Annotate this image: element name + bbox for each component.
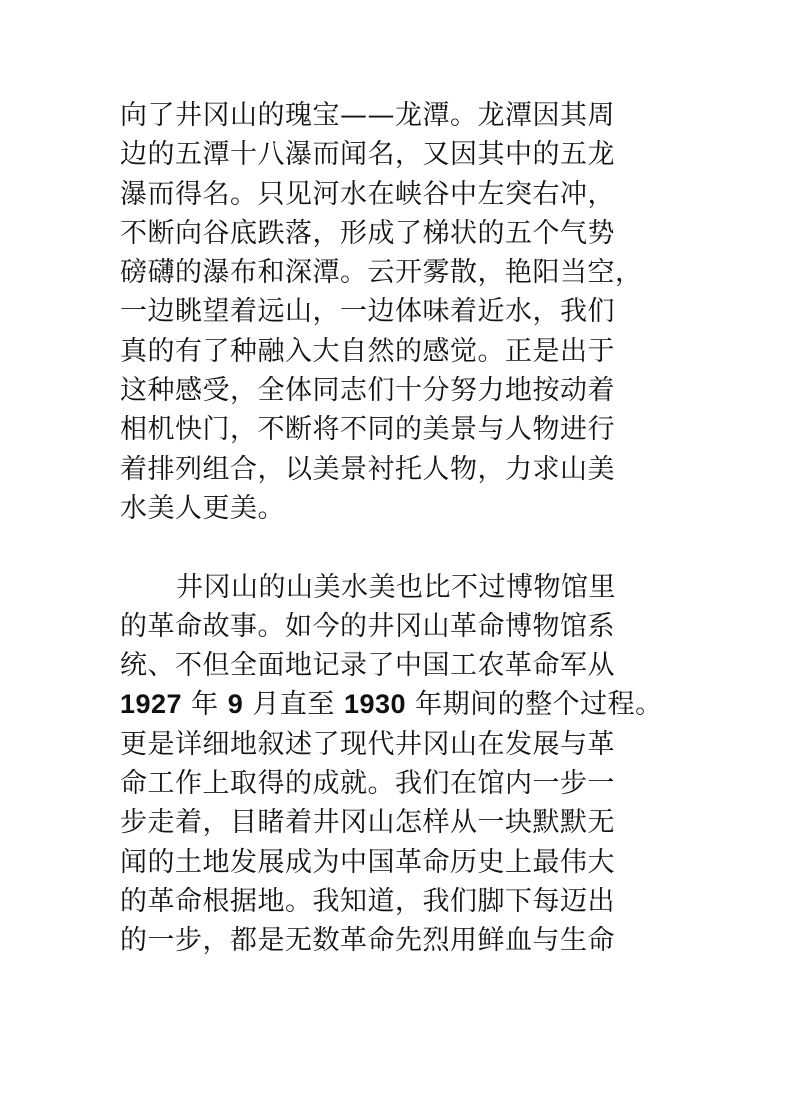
text-line: 更是详细地叙述了现代井冈山在发展与革 xyxy=(120,728,615,760)
text-line: 统、不但全面地记录了中国工农革命军从 xyxy=(120,650,615,682)
text-line: 向了井冈山的瑰宝——龙潭。龙潭因其周 xyxy=(120,100,615,131)
text-line: 磅礴的瀑布和深潭。云开雾散，艳阳当空， xyxy=(120,257,643,289)
text-line: 水美人更美。 xyxy=(120,492,285,524)
text-line: 这种感受，全体同志们十分努力地按动着 xyxy=(120,375,615,407)
text-line: 真的有了种融入大自然的感觉。正是出于 xyxy=(120,335,615,367)
date-segment: 年期间的整个过程。 xyxy=(406,689,663,721)
body-text xyxy=(120,96,680,961)
text-line: 瀑而得名。只见河水在峡谷中左突右冲， xyxy=(120,178,615,210)
year-start: 1927 xyxy=(120,689,183,720)
paragraph-spacer xyxy=(120,528,680,567)
date-segment: 月直至 xyxy=(243,689,344,721)
date-segment: 年 xyxy=(182,689,228,721)
text-line-dates xyxy=(120,685,680,724)
text-line: 相机快门，不断将不同的美景与人物进行 xyxy=(120,414,615,446)
text-line: 一边眺望着远山，一边体味着近水，我们 xyxy=(120,296,615,328)
text-line: 不断向谷底跌落，形成了梯状的五个气势 xyxy=(120,217,615,249)
paragraph-longtan xyxy=(120,96,680,528)
month-number: 9 xyxy=(227,689,244,720)
text-line: 命工作上取得的成就。我们在馆内一步一 xyxy=(120,768,615,800)
text-line: 闻的土地发展成为中国革命历史上最伟大 xyxy=(120,846,615,878)
text-line: 的革命根据地。我知道，我们脚下每迈出 xyxy=(120,885,615,917)
paragraph-museum xyxy=(120,568,680,961)
text-line: 边的五潭十八瀑而闻名，又因其中的五龙 xyxy=(120,139,615,171)
text-line: 步走着，目睹着井冈山怎样从一块默默无 xyxy=(120,807,615,839)
text-line: 的革命故事。如今的井冈山革命博物馆系 xyxy=(120,610,615,642)
text-line: 着排列组合，以美景衬托人物，力求山美 xyxy=(120,453,615,485)
text-line-first: 井冈山的山美水美也比不过博物馆里 xyxy=(176,571,616,603)
year-end: 1930 xyxy=(343,689,407,720)
text-line: 的一步，都是无数革命先烈用鲜血与生命 xyxy=(120,925,615,957)
